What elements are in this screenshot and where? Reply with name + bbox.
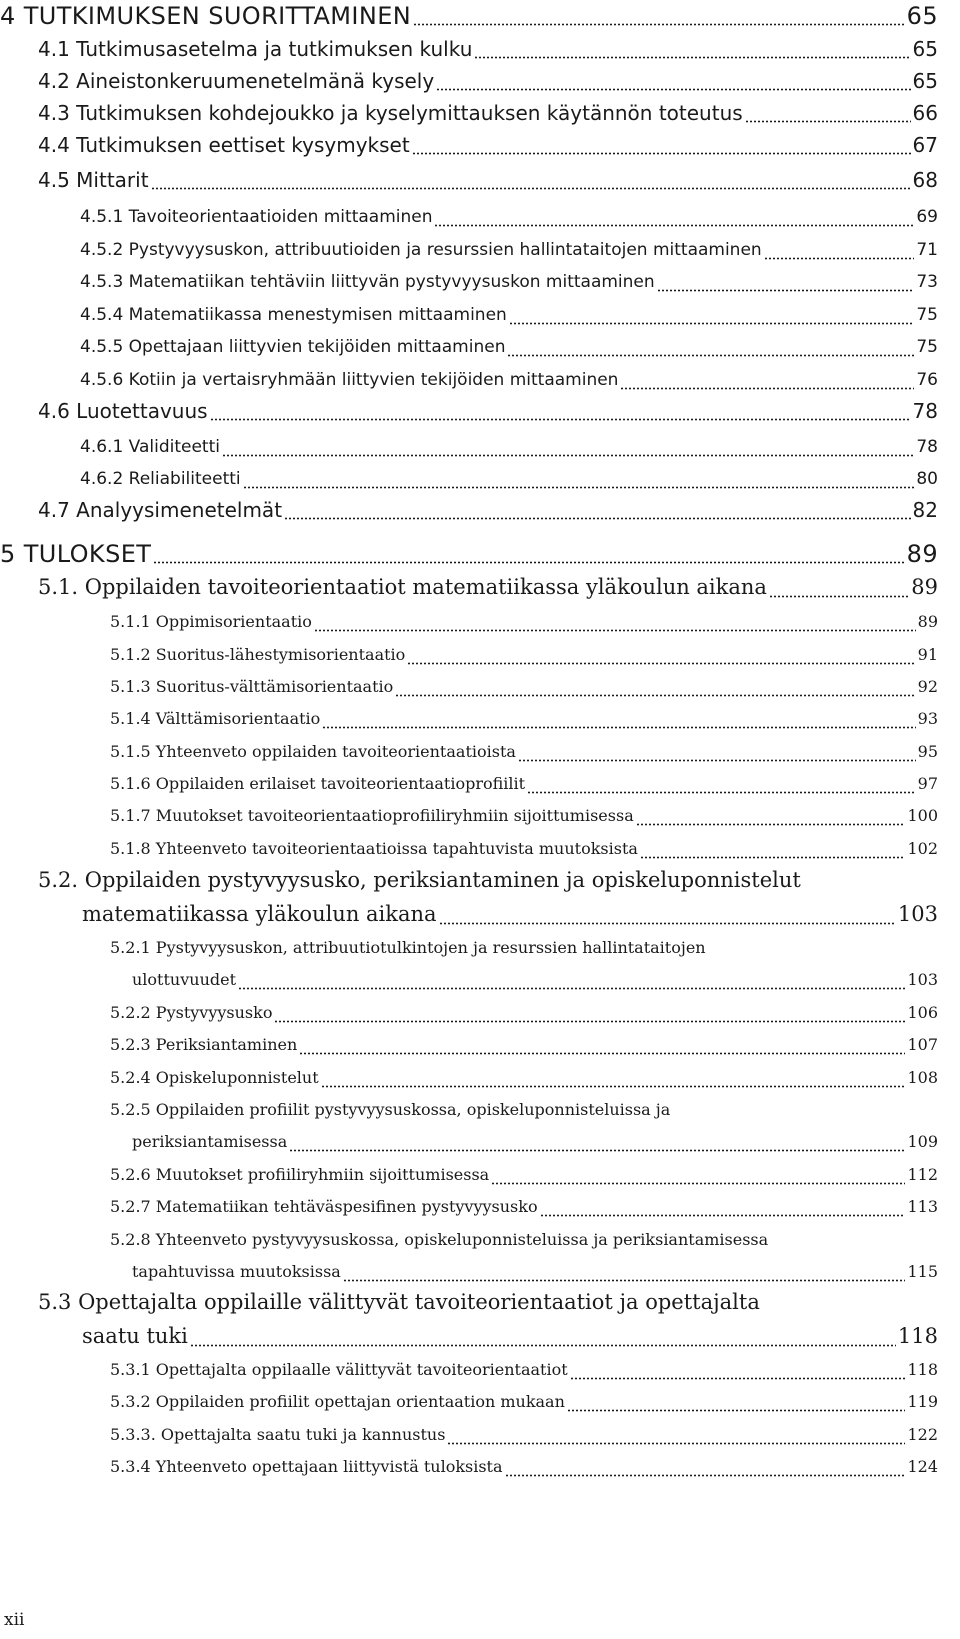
toc-entry-page: 76 [916,370,938,390]
toc-entry-title: 5.2.2 Pystyvyysusko [110,1003,273,1022]
toc-entry-page: 67 [912,133,938,157]
toc-entry-title: 5.1.1 Oppimisorientaatio [110,612,312,631]
dot-leader [657,289,915,292]
dot-leader [343,1279,906,1282]
toc-entry-title: 4.6.2 Reliabiliteetti [80,469,241,489]
toc-entry-title: 5.2.1 Pystyvyysuskon, attribuutiotulkintojen ja resurssien hallintataitojen [110,938,706,957]
toc-entry-title: matematiikassa yläkoulun aikana [82,902,437,926]
dot-leader [434,224,914,227]
toc-entry-page: 75 [916,337,938,357]
toc-entry-title: 5 TULOKSET [0,540,152,568]
toc-entry-title: 4.5.1 Tavoiteorientaatioiden mittaaminen [80,207,433,227]
dot-leader [436,88,910,91]
toc-entry-title: 5.3 Opettajalta oppilaille välittyvät tavoiteorientaatiot ja opettajalta [38,1290,760,1314]
toc-entry-page: 73 [916,272,938,292]
dot-leader [413,23,905,26]
dot-leader [314,629,916,632]
dot-leader [274,1020,905,1023]
toc-entry-title: 4.5.3 Matematiikan tehtäviin liittyvän pystyvyysuskon mittaaminen [80,272,655,292]
dot-leader [322,726,915,729]
toc-entry-title: 5.2.4 Opiskeluponnistelut [110,1068,319,1087]
dot-leader [153,561,904,564]
toc-entry-title: 5.2.8 Yhteenveto pystyvyysuskossa, opiskeluponnisteluissa ja periksiantamisessa [110,1230,769,1249]
toc-entry-title: saatu tuki [82,1324,188,1348]
dot-leader [570,1377,906,1380]
toc-entry-title: 5.2. Oppilaiden pystyvyysusko, periksiantaminen ja opiskeluponnistelut [38,868,801,892]
toc-entry-title: 5.1. Oppilaiden tavoiteorientaatiot matematiikassa yläkoulun aikana [38,575,767,599]
dot-leader [210,418,911,421]
toc-entry-title: 5.1.8 Yhteenveto tavoiteorientaatioissa tapahtuvista muutoksista [110,839,638,858]
toc-entry-title: 4.5.5 Opettajaan liittyvien tekijöiden mittaaminen [80,337,506,357]
page-number: xii [4,1610,25,1630]
toc-entry-page: 112 [907,1165,938,1184]
toc-entry-page: 107 [907,1035,938,1054]
toc-entry-page: 118 [907,1360,938,1379]
toc-entry-title: 4.6 Luotettavuus [38,399,208,423]
toc-entry-page: 65 [912,69,938,93]
toc-entry-page: 102 [907,839,938,858]
toc-entry-page: 80 [916,469,938,489]
dot-leader [412,152,911,155]
toc-entry-page: 108 [907,1068,938,1087]
dot-leader [284,517,911,520]
dot-leader [190,1344,896,1347]
toc-entry-page: 82 [912,498,938,522]
toc-entry-page: 69 [916,207,938,227]
toc-entry-page: 78 [916,437,938,457]
dot-leader [764,257,915,260]
toc-entry-title: tapahtuvissa muutoksissa [132,1262,341,1281]
toc-entry-page: 75 [916,305,938,325]
toc-entry-page: 103 [897,902,938,926]
toc-entry-page: 119 [907,1392,938,1411]
dot-leader [745,120,911,123]
toc-entry-page: 93 [917,709,938,728]
dot-leader [640,856,906,859]
toc-entry-title: 5.1.7 Muutokset tavoiteorientaatioprofiiliryhmiin sijoittumisessa [110,806,634,825]
toc-entry-title: 4 TUTKIMUKSEN SUORITTAMINEN [0,2,412,30]
toc-entry-page: 115 [907,1262,938,1281]
toc-entry-page: 66 [912,101,938,125]
toc-entry-title: 4.5.6 Kotiin ja vertaisryhmään liittyvien tekijöiden mittaaminen [80,370,619,390]
toc-entry-page: 113 [907,1197,938,1216]
toc-entry-page: 95 [917,742,938,761]
dot-leader [243,486,915,489]
dot-leader [491,1182,905,1185]
toc-entry-title: 4.7 Analyysimenetelmät [38,498,283,522]
toc-entry-page: 89 [911,575,938,599]
dot-leader [474,56,910,59]
dot-leader [769,595,909,598]
toc-entry-title: 4.2 Aineistonkeruumenetelmänä kysely [38,69,435,93]
toc-entry-page: 97 [917,774,938,793]
toc-entry-title: 5.2.5 Oppilaiden profiilit pystyvyysuskossa, opiskeluponnisteluissa ja [110,1100,671,1119]
toc-entry-page: 89 [906,540,938,568]
toc-entry-title: ulottuvuudet [132,970,237,989]
toc-entry-title: periksiantamisessa [132,1132,288,1151]
toc-entry-page: 91 [917,645,938,664]
toc-entry-title: 5.2.3 Periksiantaminen [110,1035,298,1054]
dot-leader [509,322,915,325]
toc-entry-title: 5.1.5 Yhteenveto oppilaiden tavoiteorientaatioista [110,742,516,761]
toc-entry-title: 5.3.3. Opettajalta saatu tuki ja kannustus [110,1425,446,1444]
toc-entry-title: 5.3.4 Yhteenveto opettajaan liittyvistä tuloksista [110,1457,503,1476]
toc-entry-page: 92 [917,677,938,696]
toc-entry-page: 89 [917,612,938,631]
toc-entry-title: 4.5.2 Pystyvyysuskon, attribuutioiden ja resurssien hallintataitojen mittaaminen [80,240,762,260]
dot-leader [507,354,914,357]
dot-leader [222,454,914,457]
dot-leader [395,694,915,697]
toc-entry-title: 4.1 Tutkimusasetelma ja tutkimuksen kulku [38,37,473,61]
dot-leader [518,759,916,762]
toc-entry-title: 4.5.4 Matematiikassa menestymisen mittaaminen [80,305,507,325]
dot-leader [238,987,905,990]
toc-entry-page: 65 [906,2,938,30]
toc-entry-page: 124 [907,1457,938,1476]
toc-entry-title: 5.3.1 Opettajalta oppilaalle välittyvät tavoiteorientaatiot [110,1360,568,1379]
dot-leader [567,1409,906,1412]
toc-entry-title: 4.6.1 Validiteetti [80,437,220,457]
toc-entry-page: 78 [912,399,938,423]
toc-entry-title: 4.4 Tutkimuksen eettiset kysymykset [38,133,410,157]
dot-leader [505,1474,906,1477]
dot-leader [289,1149,905,1152]
toc-entry-title: 4.5 Mittarit [38,168,149,192]
toc-entry-title: 5.3.2 Oppilaiden profiilit opettajan orientaation mukaan [110,1392,565,1411]
dot-leader [620,387,914,390]
toc-entry-page: 106 [907,1003,938,1022]
dot-leader [540,1214,906,1217]
toc-entry-title: 5.1.2 Suoritus-lähestymisorientaatio [110,645,406,664]
toc-entry-page: 118 [897,1324,938,1348]
toc-entry-title: 5.2.6 Muutokset profiiliryhmiin sijoittumisessa [110,1165,490,1184]
toc-entry-page: 71 [916,240,938,260]
dot-leader [407,662,915,665]
dot-leader [527,791,916,794]
dot-leader [151,187,911,190]
dot-leader [321,1085,906,1088]
toc-entry-page: 65 [912,37,938,61]
dot-leader [299,1052,905,1055]
toc-entry-title: 5.1.3 Suoritus-välttämisorientaatio [110,677,394,696]
dot-leader [447,1442,905,1445]
toc-entry-title: 5.1.6 Oppilaiden erilaiset tavoiteorientaatioprofiilit [110,774,526,793]
toc-entry-page: 122 [907,1425,938,1444]
toc-entry-page: 68 [912,168,938,192]
toc-entry-page: 100 [907,806,938,825]
toc-entry-title: 4.3 Tutkimuksen kohdejoukko ja kyselymittauksen käytännön toteutus [38,101,743,125]
dot-leader [439,922,896,925]
toc-entry-page: 109 [907,1132,938,1151]
toc-entry-title: 5.2.7 Matematiikan tehtäväspesifinen pystyvyysusko [110,1197,538,1216]
toc-entry-page: 103 [907,970,938,989]
toc-entry-title: 5.1.4 Välttämisorientaatio [110,709,321,728]
dot-leader [636,823,906,826]
